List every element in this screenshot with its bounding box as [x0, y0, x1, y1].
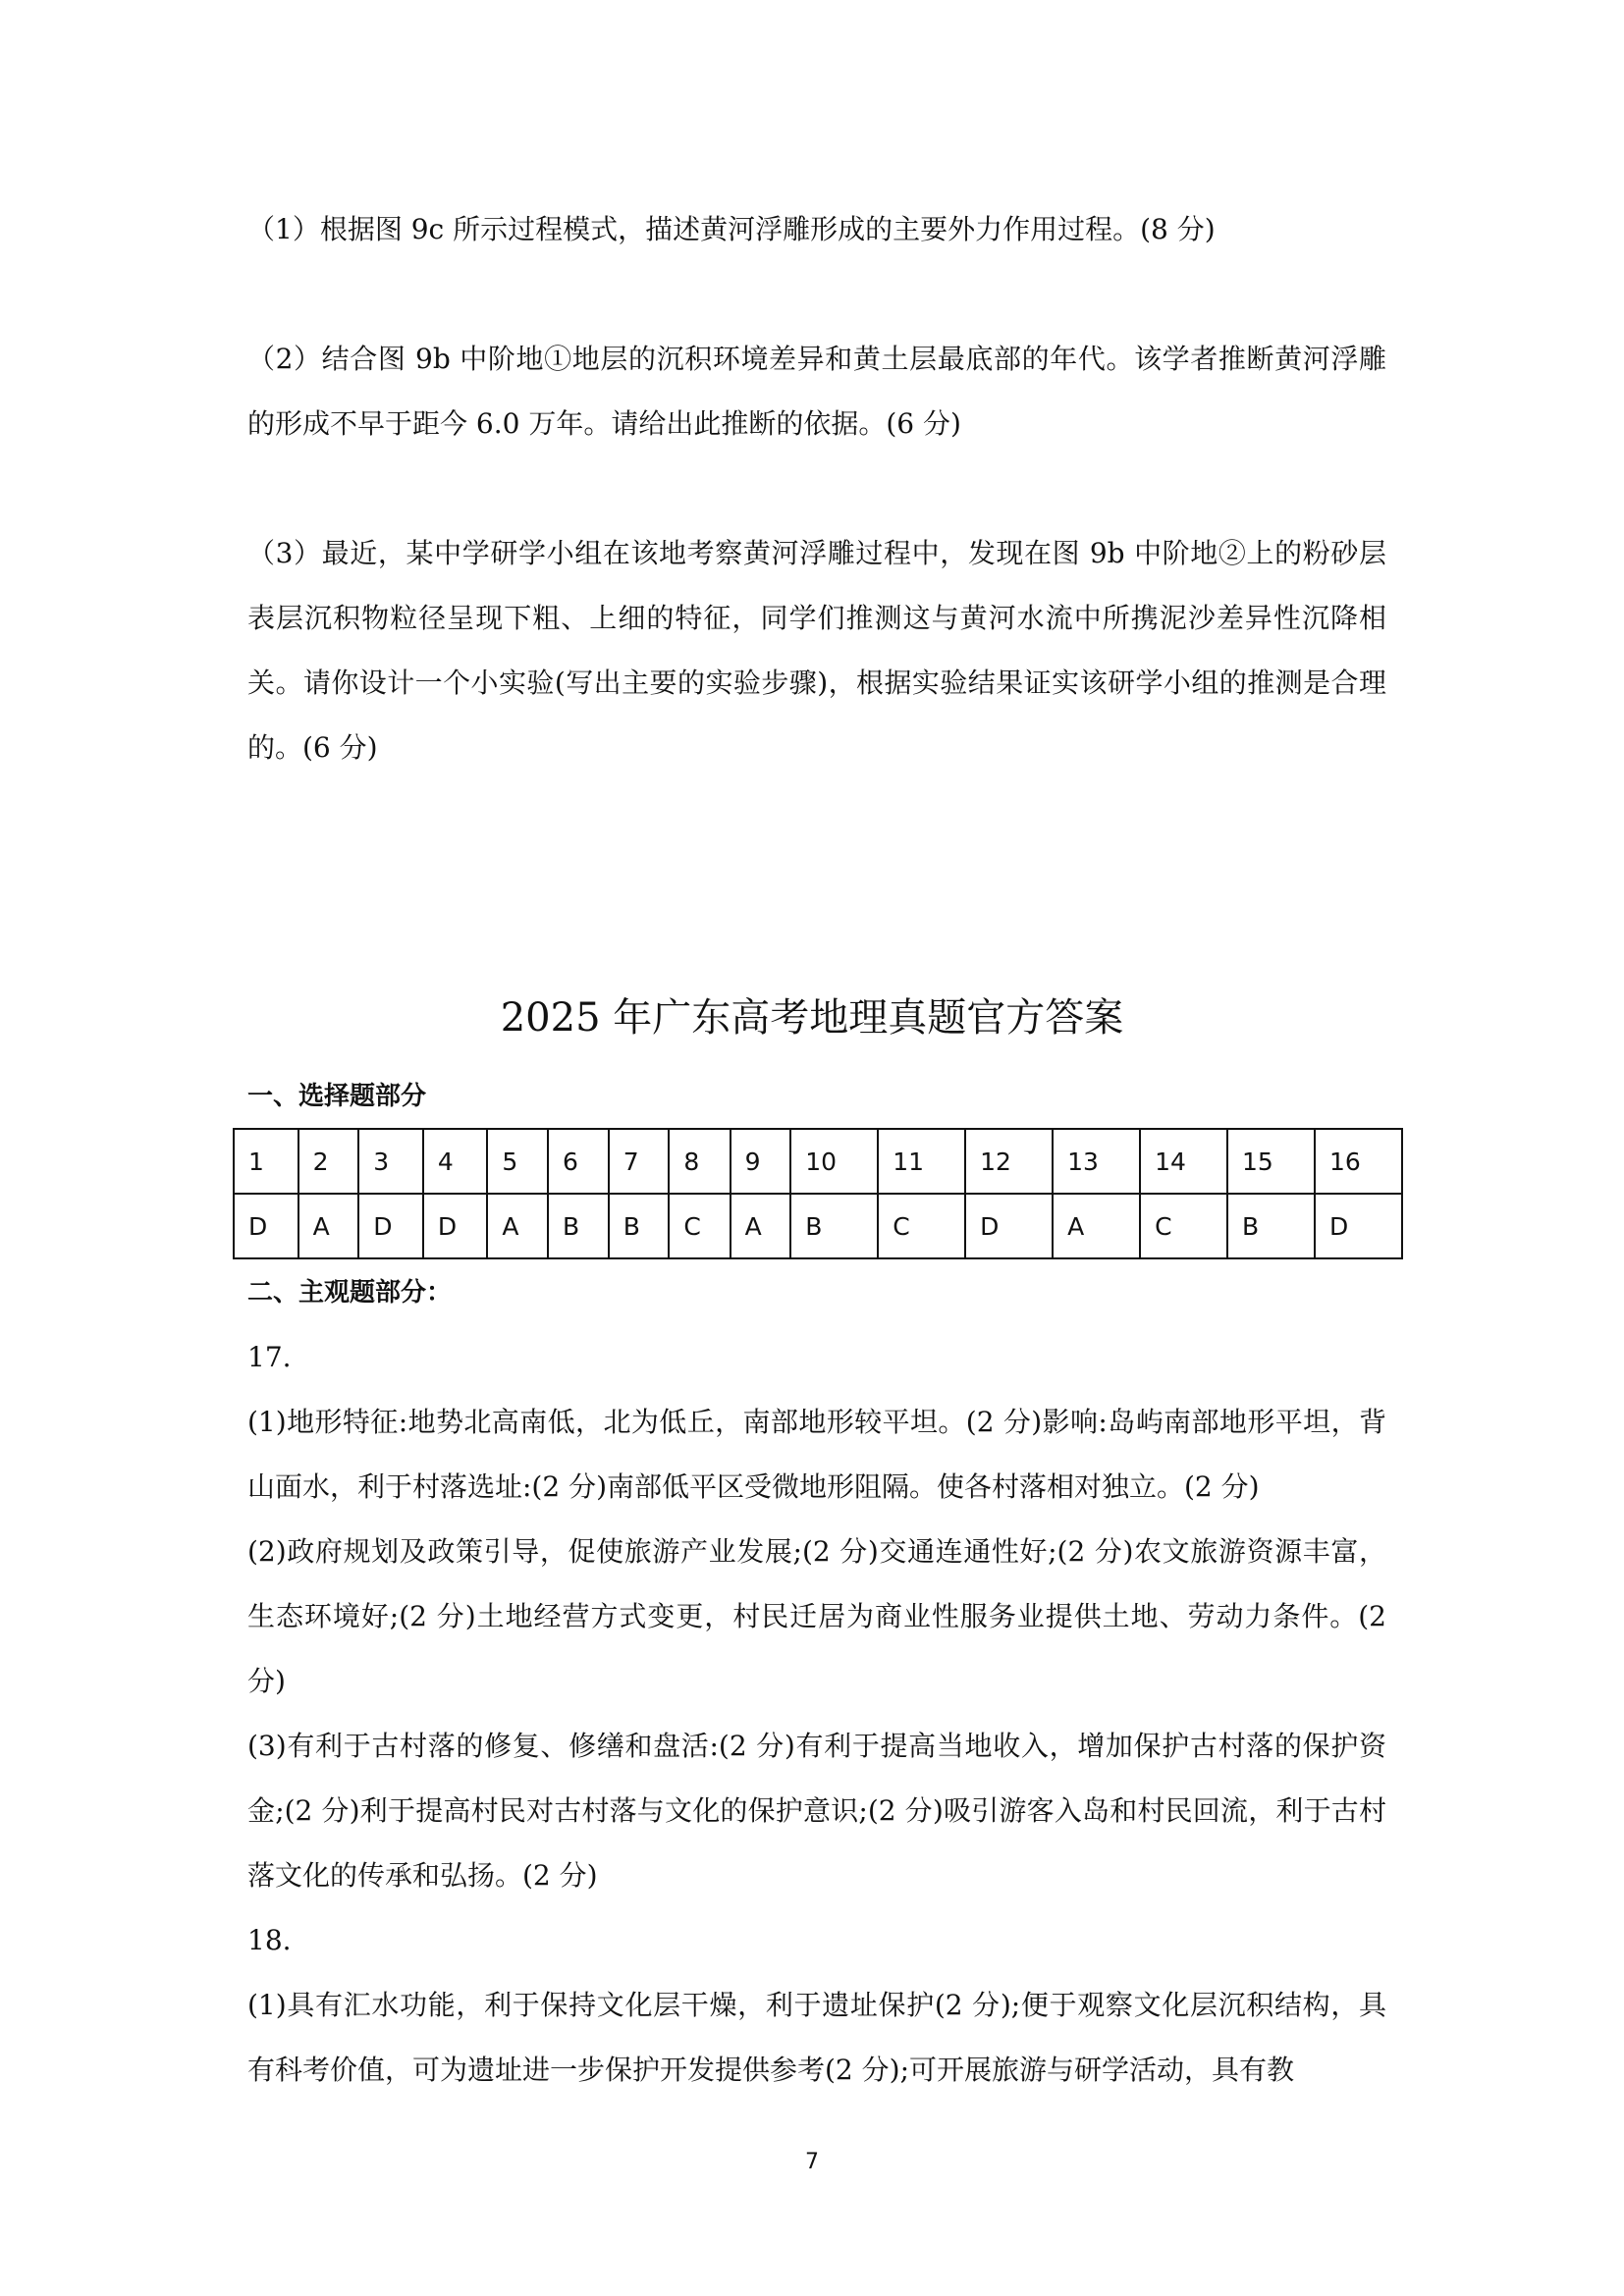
answer-cell: D [1315, 1194, 1402, 1258]
section-2-heading: 二、主观题部分： [247, 1278, 453, 1308]
answer-table-number-row [234, 1129, 1402, 1194]
answer-cell: A [487, 1194, 548, 1258]
answer-17-1: (1)地形特征:地势北高南低，北为低丘，南部地形较平坦。(2 分)影响:岛屿南部地形平坦，背山面水，利于村落选址:(2 分)南部低平区受微地形阻隔。使各村落相对独立。(2 分) [247, 1406, 1386, 1503]
question-number-cell: 11 [878, 1129, 965, 1194]
question-number-cell: 15 [1227, 1129, 1315, 1194]
answer-title: 2025 年广东高考地理真题官方答案 [500, 995, 1124, 1041]
question-number-cell: 7 [609, 1129, 670, 1194]
answer-cell: A [298, 1194, 359, 1258]
question-number-cell: 16 [1315, 1129, 1402, 1194]
answer-table-answer-row [234, 1194, 1402, 1258]
section-1-heading: 一、选择题部分 [247, 1082, 427, 1111]
answer-cell: D [358, 1194, 423, 1258]
question-number-cell: 2 [298, 1129, 359, 1194]
question-number-cell: 4 [423, 1129, 488, 1194]
answer-cell: D [423, 1194, 488, 1258]
question-number-cell: 12 [965, 1129, 1053, 1194]
answer-17-2: (2)政府规划及政策引导，促使旅游产业发展;(2 分)交通连通性好;(2 分)农文旅游资源丰富，生态环境好;(2 分)土地经营方式变更，村民迁居为商业性服务业提供土地、劳动力条件。(2 分) [247, 1535, 1386, 1697]
answer-cell: B [790, 1194, 878, 1258]
answer-cell: D [965, 1194, 1053, 1258]
question-number-cell: 8 [669, 1129, 730, 1194]
answer-17-3: (3)有利于古村落的修复、修缮和盘活:(2 分)有利于提高当地收入，增加保护古村落的保护资金;(2 分)利于提高村民对古村落与文化的保护意识;(2 分)吸引游客入岛和村民回流，利于古村落文化的传承和弘扬。(2 分) [247, 1730, 1386, 1892]
question-number-cell: 10 [790, 1129, 878, 1194]
answer-cell: C [669, 1194, 730, 1258]
answer-cell: A [1053, 1194, 1140, 1258]
question-number-cell: 1 [234, 1129, 298, 1194]
answer-cell: B [609, 1194, 670, 1258]
question-17-label: 17. [247, 1341, 292, 1373]
answer-table [233, 1128, 1403, 1259]
answer-cell: B [1227, 1194, 1315, 1258]
answer-cell: A [731, 1194, 791, 1258]
question-3: （3）最近，某中学研学小组在该地考察黄河浮雕过程中，发现在图 9b 中阶地②上的粉砂层表层沉积物粒径呈现下粗、上细的特征，同学们推测这与黄河水流中所携泥沙差异性沉降相关。请你设计一个小实验(写出主要的实验步骤)，根据实验结果证实该研学小组的推测是合理的。(6 分) [247, 537, 1386, 764]
answer-cell: C [878, 1194, 965, 1258]
question-number-cell: 6 [548, 1129, 609, 1194]
question-number-cell: 14 [1140, 1129, 1227, 1194]
question-number-cell: 9 [731, 1129, 791, 1194]
question-number-cell: 5 [487, 1129, 548, 1194]
question-1: （1）根据图 9c 所示过程模式，描述黄河浮雕形成的主要外力作用过程。(8 分) [247, 213, 1216, 245]
answer-cell: C [1140, 1194, 1227, 1258]
question-2: （2）结合图 9b 中阶地①地层的沉积环境差异和黄土层最底部的年代。该学者推断黄河浮雕的形成不早于距今 6.0 万年。请给出此推断的依据。(6 分) [247, 343, 1386, 440]
question-number-cell: 3 [358, 1129, 423, 1194]
answer-cell: B [548, 1194, 609, 1258]
page-number: 7 [805, 2150, 819, 2174]
question-18-label: 18. [247, 1924, 292, 1956]
question-number-cell: 13 [1053, 1129, 1140, 1194]
answer-18-1: (1)具有汇水功能，利于保持文化层干燥，利于遗址保护(2 分);便于观察文化层沉积结构，具有科考价值，可为遗址进一步保护开发提供参考(2 分);可开展旅游与研学活动，具有教 [247, 1989, 1386, 2086]
answer-cell: D [234, 1194, 298, 1258]
